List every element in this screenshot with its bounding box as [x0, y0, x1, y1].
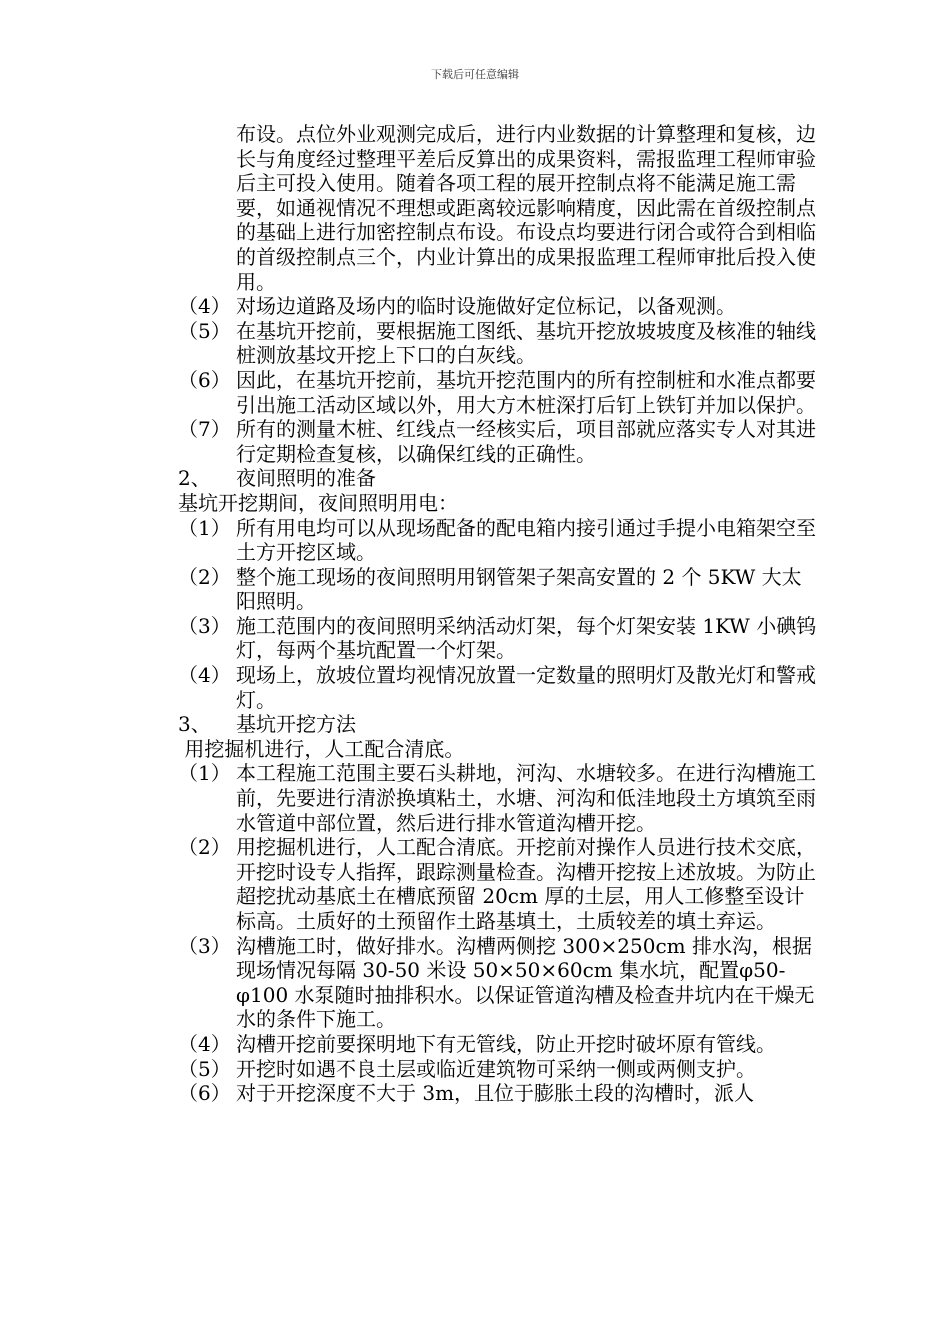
item-number: （4） [178, 1031, 231, 1056]
list-item [178, 761, 818, 835]
list-item [178, 663, 818, 712]
section-title: 夜间照明的准备 [236, 466, 376, 491]
list-item [178, 516, 818, 565]
list-item [178, 294, 818, 319]
section2-list [178, 516, 818, 713]
list-item [178, 417, 818, 466]
list-item [178, 1032, 818, 1057]
section2-intro: 基坑开挖期间，夜间照明用电： [178, 490, 458, 515]
page-header: 下载后可任意编辑 [431, 68, 519, 81]
item-number: （1） [178, 515, 231, 540]
item-text: 所有用电均可以从现场配备的配电箱内接引通过手提小电箱架空至土方开挖区域。 [236, 515, 816, 565]
item-text: 施工范围内的夜间照明采纳活动灯架，每个灯架安装 1KW 小碘钨灯，每两个基坑配置一个灯架。 [236, 613, 817, 663]
section2-heading [178, 466, 818, 491]
item-text: 因此，在基坑开挖前，基坑开挖范围内的所有控制桩和水准点都要引出施工活动区域以外，用大方木桩深打后钉上铁钉并加以保护。 [236, 367, 816, 417]
section3-heading [178, 712, 818, 737]
list-item [178, 1057, 818, 1082]
item-number: （2） [178, 835, 231, 860]
intro-continuation: 布设。点位外业观测完成后，进行内业数据的计算整理和复核，边长与角度经过整理平差后反算出的成果资料，需报监理工程师审验后主可投入使用。随着各项工程的展开控制点将不能满足施工需要，如通视情况不理想或距离较远影响精度，因此需在首级控制点的基础上进行加密控制点布设。布设点均要进行闭合或符合到相临的首级控制点三个，内业计算出的成果报监理工程师审批后投入使用。 [236, 122, 816, 294]
item-text: 现场上，放坡位置均视情况放置一定数量的照明灯及散光灯和警戒灯。 [236, 663, 816, 712]
item-number: （5） [178, 318, 231, 343]
item-number: （2） [178, 564, 231, 589]
item-text: 对场边道路及场内的临时设施做好定位标记，以备观测。 [236, 294, 736, 319]
item-number: （1） [178, 761, 231, 786]
item-text: 沟槽施工时，做好排水。沟槽两侧挖 300×250cm 排水沟，根据现场情况每隔 30-50 米设 50×50×60cm 集水坑，配置φ50-φ100 水泵随时抽排积水。以保证管道沟槽及检查井坑内在干燥无水的条件下施工。 [236, 933, 815, 1032]
section3-intro: 用挖掘机进行，人工配合清底。 [178, 736, 465, 761]
list-item [178, 319, 818, 368]
section3-list [178, 761, 818, 1105]
list-item [178, 1081, 818, 1106]
list-item [178, 934, 818, 1032]
item-number: （6） [178, 1081, 231, 1106]
item-number: （6） [178, 367, 231, 392]
item-text: 用挖掘机进行，人工配合清底。开挖前对操作人员进行技术交底，开挖时设专人指挥，跟踪测量检查。沟槽开挖按上述放坡。为防止超挖扰动基底土在槽底预留 20cm 厚的土层，用人工修整至设计标高。土质好的土预留作土路基填土，土质较差的填土弃运。 [236, 835, 816, 933]
item-text: 在基坑开挖前，要根据施工图纸、基坑开挖放坡坡度及核准的轴线桩测放基坟开挖上下口的白灰线。 [236, 318, 816, 368]
item-text: 沟槽开挖前要探明地下有无管线，防止开挖时破坏原有管线。 [236, 1031, 776, 1056]
section-title: 基坑开挖方法 [236, 712, 356, 737]
document-body [178, 122, 818, 1106]
item-number: （3） [178, 933, 231, 958]
section-number: 3、 [178, 712, 211, 737]
list-item [178, 614, 818, 663]
list-item [178, 368, 818, 417]
section-number: 2、 [178, 466, 211, 491]
item-text: 所有的测量木桩、红线点一经核实后，项目部就应落实专人对其进行定期检查复核，以确保红线的正确性。 [236, 417, 816, 466]
item-number: （4） [178, 663, 231, 688]
item-number: （3） [178, 613, 231, 638]
item-text: 整个施工现场的夜间照明用钢管架子架高安置的 2 个 5KW 大太阳照明。 [236, 564, 802, 614]
item-text: 本工程施工范围主要石头耕地，河沟、水塘较多。在进行沟槽施工前，先要进行清淤换填粘土，水塘、河沟和低洼地段土方填筑至雨水管道中部位置，然后进行排水管道沟槽开挖。 [236, 761, 816, 835]
item-text: 开挖时如遇不良土层或临近建筑物可采纳一侧或两侧支护。 [236, 1056, 756, 1081]
item-text: 对于开挖深度不大于 3m，且位于膨胀土段的沟槽时，派人 [236, 1081, 755, 1106]
item-number: （4） [178, 294, 231, 319]
section1-list [178, 294, 818, 466]
list-item [178, 835, 818, 933]
list-item [178, 565, 818, 614]
item-number: （7） [178, 417, 231, 442]
item-number: （5） [178, 1056, 231, 1081]
